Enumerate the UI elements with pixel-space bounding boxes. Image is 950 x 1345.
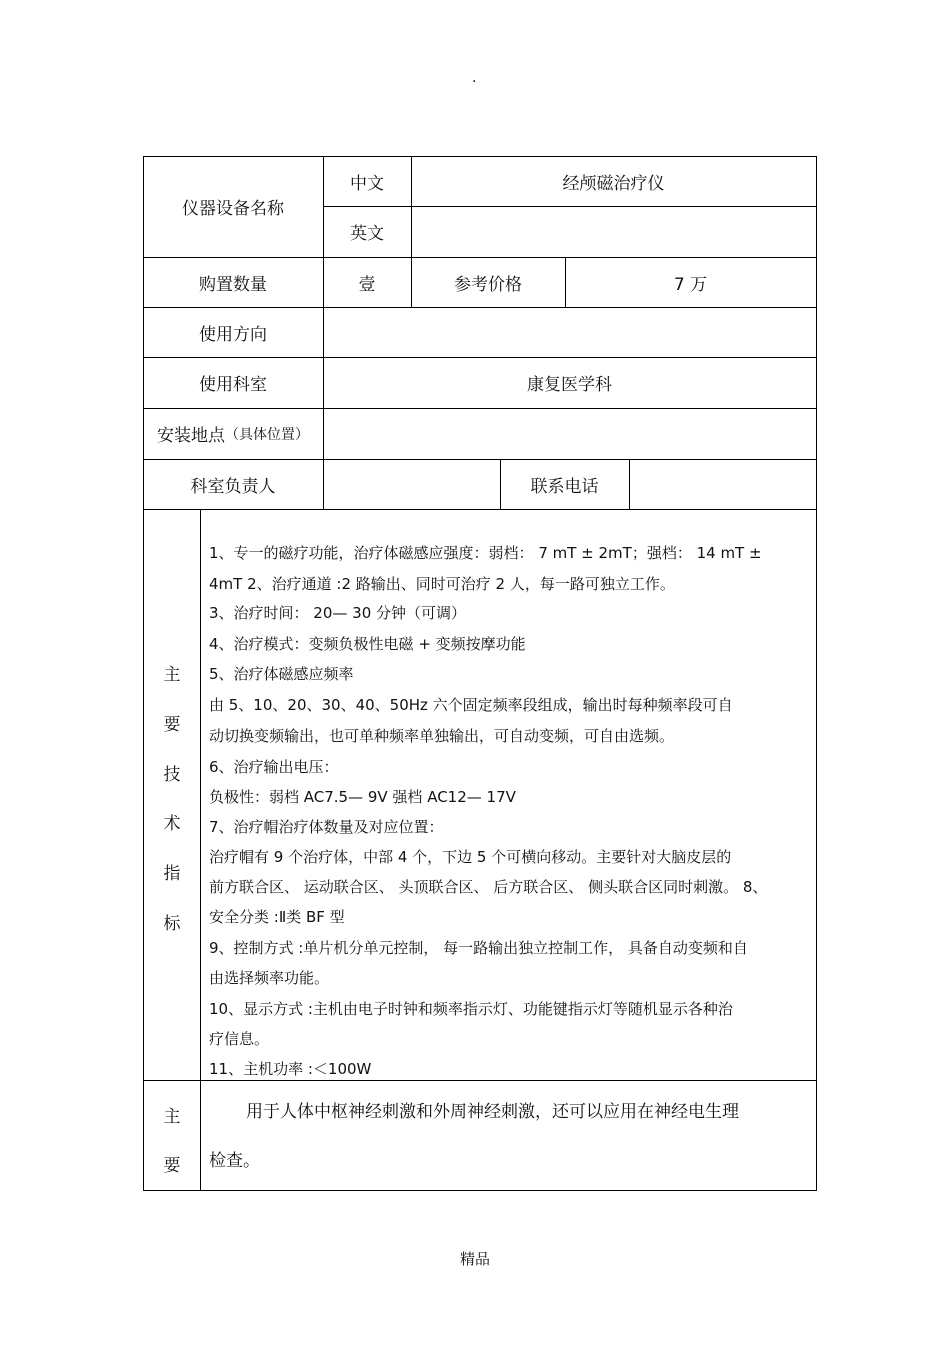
cn-label: 中文 — [350, 173, 384, 194]
name-label: 仪器设备名称 — [182, 199, 284, 219]
spec-line: 疗信息。 — [209, 1030, 270, 1048]
spec-line: 负极性：弱档 AC7.5— 9V 强档 AC12— 17V — [209, 788, 516, 806]
usage-line-2: 检查。 — [209, 1151, 260, 1171]
spec-line: 安全分类 :Ⅱ类 BF 型 — [209, 908, 345, 926]
table-line — [143, 509, 817, 510]
specs-side-char: 指 — [163, 864, 181, 884]
spec-line: 4、治疗模式：变频负极性电磁 + 变频按摩功能 — [209, 635, 526, 653]
specs-side-char: 主 — [163, 665, 181, 685]
spec-line: 前方联合区、 运动联合区、 头顶联合区、 后方联合区、 侧头联合区同时刺激。 8、 — [209, 878, 768, 896]
usage-line-1: 用于人体中枢神经刺激和外周神经刺激，还可以应用在神经电生理 — [246, 1102, 739, 1122]
spec-line: 由 5、10、20、30、40、50Hz 六个固定频率段组成，输出时每种频率段可自 — [209, 696, 733, 714]
en-label: 英文 — [350, 224, 384, 244]
head-value — [323, 459, 500, 509]
spec-line: 1、专一的磁疗功能，治疗体磁感应强度：弱档： 7 mT ± 2mT；强档： 14 mT ± — [209, 544, 762, 562]
qty-label: 购置数量 — [199, 274, 267, 295]
location-note: （具体位置） — [225, 426, 309, 443]
spec-line: 6、治疗输出电压： — [209, 758, 339, 776]
price-label: 参考价格 — [454, 274, 522, 295]
dept-label: 使用科室 — [199, 375, 267, 395]
location-label-cell — [143, 408, 323, 459]
spec-line: 动切换变频输出，也可单种频率单独输出，可自动变频，可自由选频。 — [209, 727, 675, 745]
price-value: 7 万 — [673, 274, 708, 295]
spec-line: 治疗帽有 9 个治疗体，中部 4 个，下边 5 个可横向移动。主要针对大脑皮层的 — [209, 848, 732, 866]
page-mark: · — [472, 74, 477, 90]
head-label: 科室负责人 — [190, 476, 276, 497]
usage-side-char: 要 — [163, 1156, 181, 1176]
cn-value: 经颅磁治疗仪 — [562, 173, 665, 194]
table-border-bottom — [143, 1190, 817, 1191]
location-value — [323, 408, 816, 459]
dept-value: 康复医学科 — [527, 375, 612, 395]
phone-label: 联系电话 — [530, 476, 599, 497]
spec-line: 由选择频率功能。 — [209, 969, 330, 987]
qty-value: 壹 — [358, 274, 376, 295]
spec-line: 3、治疗时间： 20— 30 分钟（可调） — [209, 604, 467, 622]
location-label: 安装地点 — [157, 426, 225, 446]
direction-value — [323, 307, 816, 357]
en-value — [411, 206, 816, 257]
spec-line: 7、治疗帽治疗体数量及对应位置： — [209, 818, 444, 836]
specs-side-char: 术 — [163, 814, 181, 834]
spec-line: 9、控制方式 :单片机分单元控制， 每一路输出独立控制工作， 具备自动变频和自 — [209, 939, 748, 957]
spec-line: 11、主机功率 :＜100W — [209, 1060, 372, 1078]
usage-side-char: 主 — [163, 1107, 181, 1127]
specs-side-char: 要 — [163, 715, 181, 735]
spec-line: 4mT 2、治疗通道 :2 路输出、同时可治疗 2 人，每一路可独立工作。 — [209, 575, 675, 593]
direction-label: 使用方向 — [199, 324, 267, 345]
specs-side-char: 标 — [163, 914, 181, 934]
phone-value — [629, 459, 816, 509]
table-line — [143, 1080, 817, 1081]
spec-line: 5、治疗体磁感应频率 — [209, 665, 354, 683]
table-line — [200, 509, 201, 1191]
spec-line: 10、显示方式 :主机由电子时钟和频率指示灯、功能键指示灯等随机显示各种治 — [209, 1000, 733, 1018]
footer-text: 精品 — [459, 1250, 490, 1268]
specs-side-char: 技 — [163, 765, 181, 785]
table-border-right — [816, 156, 817, 1191]
